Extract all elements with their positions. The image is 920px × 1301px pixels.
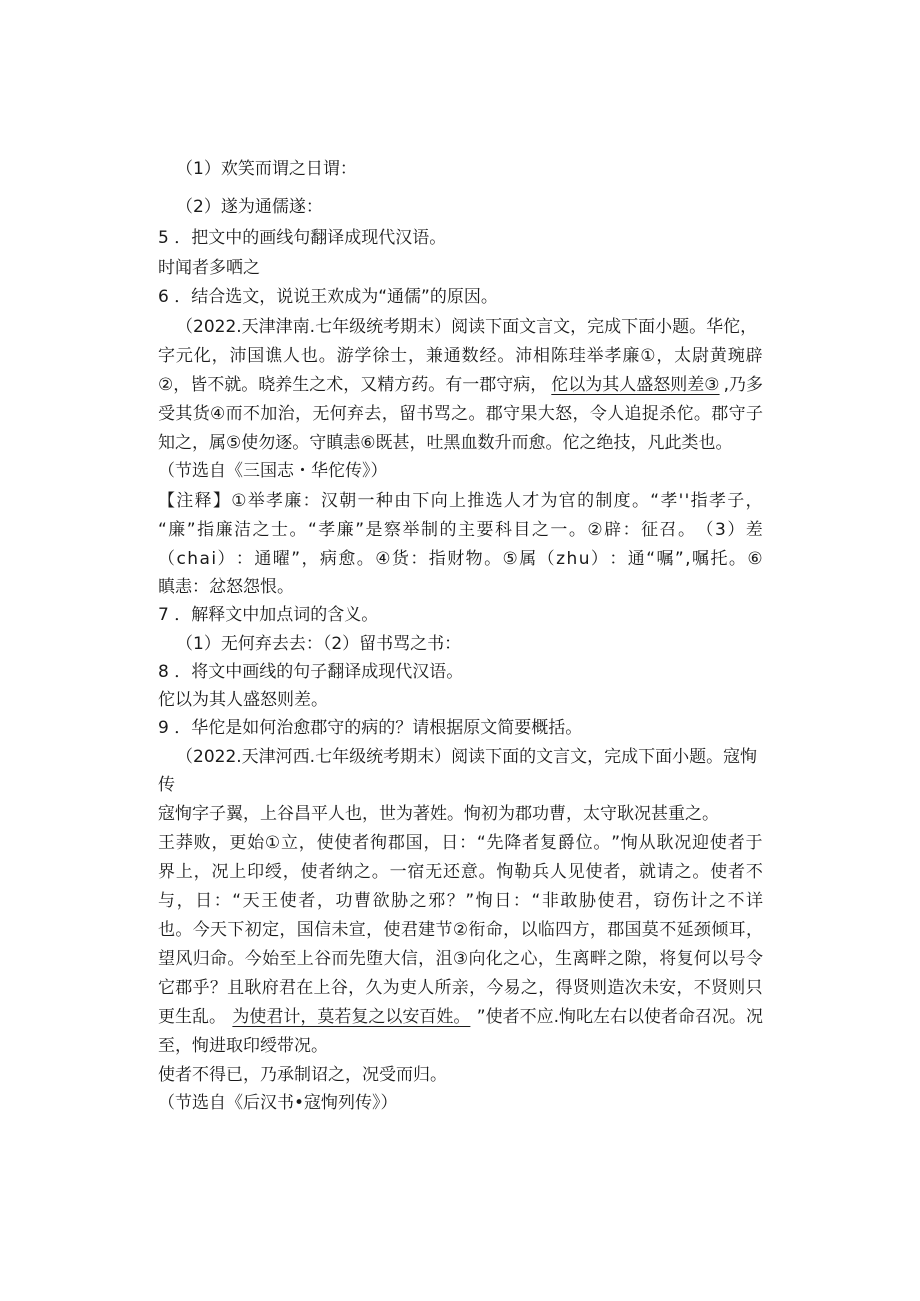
passage2-source: （节选自《三国志・华佗传》） <box>158 461 388 481</box>
q8-prompt: 8 ．将文中画线的句子翻译成现代汉语。 <box>158 662 464 682</box>
passage3-line-1: （2022.天津河西.七年级统考期末）阅读下面的文言文，完成下面小题。寇恂 <box>176 747 758 767</box>
passage3-underlined-sentence: 为使君计，莫若复之以安百姓。 <box>232 1007 471 1027</box>
passage2-line-4: 受 其 货 ④ 而 不 加 治 ， 无 何 弃 去 ， 留 书 骂 之 。 郡 守 果 大 怒 ， 令 人 追 捉 杀 佗 。 郡 守 子 <box>158 404 763 424</box>
passage2-note-1: 【 注 释 】 ① 举 孝 廉 ： 汉 朝 一 种 由 下 向 上 推 选 人 才 为 官 的 制 度 。 “ 孝 ' ' 指 孝 子 ， <box>158 491 763 511</box>
passage2-note-4: 瞋恚：忿怒怨恨。 <box>158 577 294 597</box>
passage3-line-3: 寇恂字子翼，上谷昌平人也，世为著姓。恂初为郡功曹，太守耿况甚重之。 <box>158 804 719 824</box>
passage2-line-3-tail: ,乃多 <box>723 375 763 395</box>
passage3-line-10-tail: ”使者不应.恂叱左右以使者命召况。况 <box>476 1007 763 1027</box>
q7-items: （1）无何弃去去：（2）留书骂之书： <box>176 634 462 654</box>
q4-item-1: （1）欢笑而谓之日谓： <box>176 159 357 179</box>
passage3-line-6: 与 ， 日 ： “ 天 王 使 者 ， 功 曹 欲 胁 之 邪 ？ ” 恂 日 ： “ 非 敢 胁 使 君 ， 窃 伤 计 之 不 详 <box>158 891 763 911</box>
passage3-line-12: 使者不得已，乃承制诏之，况受而归。 <box>158 1065 447 1085</box>
q5-prompt: 5 ．把文中的画线句翻译成现代汉语。 <box>158 228 447 248</box>
q8-sentence: 佗以为其人盛怒则差。 <box>158 690 328 710</box>
passage3-source: （节选自《后汉书•寇恂列传》） <box>158 1093 398 1113</box>
passage3-line-9: 它 郡 乎 ？ 且 耿 府 君 在 上 谷 ， 久 为 吏 人 所 亲 ， 今 易 之 ， 得 贤 则 造 次 未 安 ， 不 贤 则 只 <box>158 978 763 998</box>
passage3-line-5: 界 上 ， 况 上 印 绶 ， 使 者 纳 之 。 一 宿 无 还 意 。 恂 勒 兵 人 见 使 者 ， 就 请 之 。 使 者 不 <box>158 862 763 882</box>
passage2-line-2: 字 元 化 ， 沛 国 谯 人 也 。 游 学 徐 士 ， 兼 通 数 经 。 沛 相 陈 珪 举 孝 廉 ① ， 太 尉 黄 琬 辟 <box>158 346 763 366</box>
passage2-line-1: （2022.天津津南.七年级统考期末）阅读下面文言文，完成下面小题。华佗， <box>176 317 758 337</box>
passage2-note-2: “ 廉 ” 指 廉 洁 之 士 。 “ 孝 廉 ” 是 察 举 制 的 主 要 科 目 之 一 。 ② 辟 ： 征 召 。 （ 3 ） 差 <box>158 520 763 540</box>
passage2-line-5: 知之，属⑤使勿逐。守瞋恚⑥既甚，吐黑血数升而愈。佗之绝技，凡此类也。 <box>158 433 733 453</box>
q5-sentence: 时闻者多哂之 <box>158 258 260 278</box>
passage3-line-10-head: 更生乱。 <box>158 1007 226 1027</box>
q9-prompt: 9 ．华佗是如何治愈郡守的病的？请根据原文简要概括。 <box>158 718 583 738</box>
q6-prompt: 6 ．结合选文，说说王欢成为“通儒”的原因。 <box>158 287 498 307</box>
passage3-line-7: 也 。 今 天 下 初 定 ， 国 信 未 宣 ， 使 君 建 节 ② 衔 命 ， 以 临 四 方 ， 郡 国 莫 不 延 颈 倾 耳 ， <box>158 920 763 940</box>
passage3-line-11: 至，恂进取印绶带况。 <box>158 1036 328 1056</box>
passage3-line-8: 望 风 归 命 。 今 始 至 上 谷 而 先 堕 大 信 ， 沮 ③ 向 化 之 心 ， 生 离 畔 之 隙 ， 将 复 何 以 号 令 <box>158 949 763 969</box>
passage2-line-3 <box>158 374 763 396</box>
q7-prompt: 7 ．解释文中加点词的含义。 <box>158 605 379 625</box>
passage3-line-4: 王 莽 败 ， 更 始 ① 立 ， 使 使 者 徇 郡 国 ， 日 ： “ 先 降 者 复 爵 位 。 ” 恂 从 耿 况 迎 使 者 于 <box>158 833 763 853</box>
passage2-note-3: （ c h a i ） ： 通 曜 ” ， 病 愈 。 ④ 货 ： 指 财 物 。 ⑤ 属 （ z h u ） ： 通 “ 嘱 ” , 嘱 托 。 ⑥ <box>158 549 763 569</box>
q4-item-2: （2）遂为通儒遂： <box>176 197 323 217</box>
passage2-line-3-text: ②，皆不就。晓养生之术，又精方药。有一郡守病， <box>158 375 548 395</box>
passage3-line-10 <box>158 1006 763 1028</box>
passage2-underlined-sentence: 佗以为其人盛怒则差③ <box>551 375 720 395</box>
passage3-line-2: 传 <box>158 775 175 795</box>
